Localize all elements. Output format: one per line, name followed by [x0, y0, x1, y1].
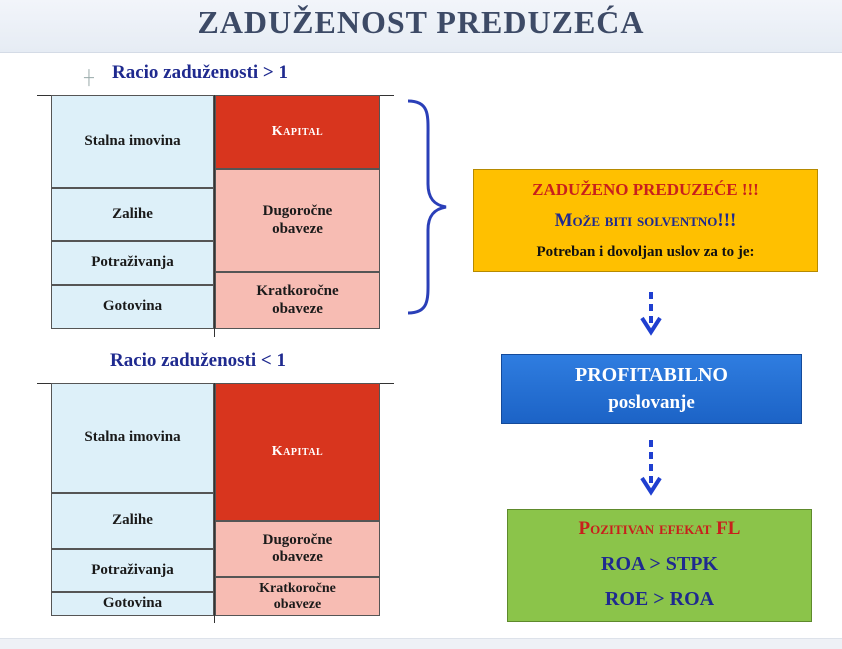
capital-cell-2: Kapital [215, 383, 380, 521]
ratio-label-high: Racio zaduženosti > 1 [112, 62, 289, 83]
business-line: poslovanje [608, 392, 695, 413]
asset-fixed: Stalna imovina [51, 95, 214, 188]
condition-line: Potreban i dovoljan uslov za to je: [536, 244, 755, 260]
long-term-liabilities-2: Dugoročne obaveze [215, 521, 380, 577]
asset-cash: Gotovina [51, 285, 214, 329]
asset-inventory: Zalihe [51, 188, 214, 241]
capital-cell: Kapital [215, 95, 380, 169]
profitable-headline: PROFITABILNO [575, 364, 728, 386]
indebted-company-box [473, 169, 818, 272]
curly-brace [404, 98, 450, 316]
asset-inventory-2: Zalihe [51, 493, 214, 549]
short-term-liabilities: Kratkoročne obaveze [215, 272, 380, 329]
asset-receivables: Potraživanja [51, 241, 214, 285]
solvent-line: Može biti solventno!!! [554, 210, 737, 231]
positive-effect-headline: Pozitivan efekat FL [578, 518, 741, 539]
down-arrow-icon-2 [640, 440, 662, 496]
short-term-liabilities-2: Kratkoročne obaveze [215, 577, 380, 616]
page-title: ZADUŽENOST PREDUZEĆA [197, 4, 645, 40]
cursor-crosshair-icon: ┼ [84, 71, 94, 86]
indebted-headline: ZADUŽENO PREDUZEĆE !!! [532, 180, 759, 199]
positive-effect-box [507, 509, 812, 622]
bottom-strip [0, 638, 842, 649]
roa-stpk-line: ROA > STPK [601, 553, 718, 575]
profitable-business-box [501, 354, 802, 424]
asset-fixed-2: Stalna imovina [51, 383, 214, 493]
ratio-label-low: Racio zaduženosti < 1 [110, 350, 287, 371]
asset-receivables-2: Potraživanja [51, 549, 214, 592]
roe-roa-line: ROE > ROA [604, 588, 715, 610]
down-arrow-icon [640, 292, 662, 336]
asset-cash-2: Gotovina [51, 592, 214, 616]
long-term-liabilities: Dugoročne obaveze [215, 169, 380, 272]
